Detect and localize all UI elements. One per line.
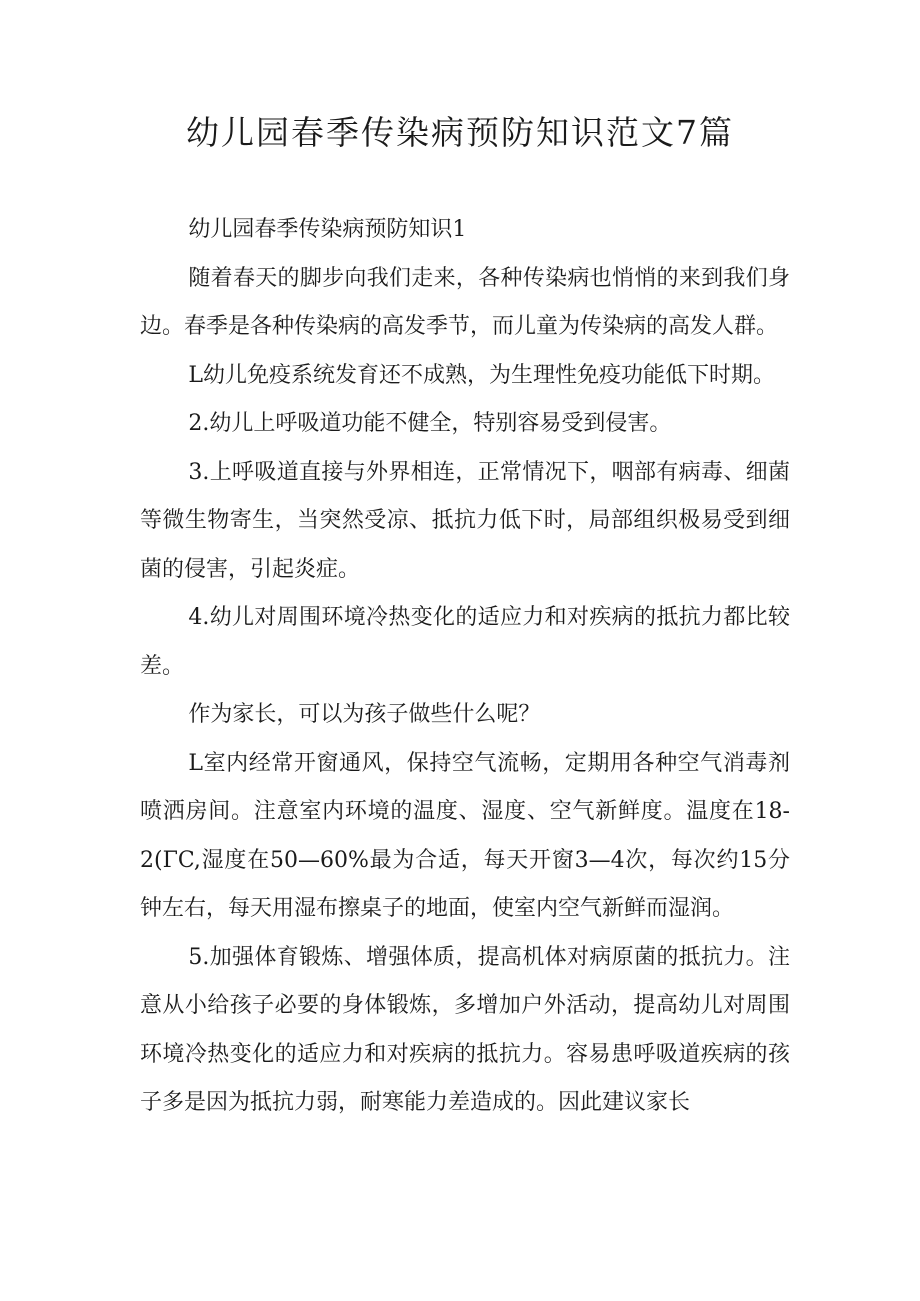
paragraph-point-1: L幼儿免疫系统发育还不成熟，为生理性免疫功能低下时期。 (188, 362, 776, 388)
paragraph-point-4: 4.幼儿对周围环境冷热变化的适应力和对疾病的抵抗力都比较差。 (140, 605, 790, 679)
paragraph-advice-1: L室内经常开窗通风，保持空气流畅，定期用各种空气消毒剂喷洒房间。注意室内环境的温度、湿度、空气新鲜度。温度在18-2(ΓC,湿度在50—60%最为合适，每天开窗3—4次，每次约15分钟左右，每天用湿布擦桌子的地面，使室内空气新鲜而湿润。 (140, 750, 790, 921)
paragraph-point-2: 2.幼儿上呼吸道功能不健全，特别容易受到侵害。 (188, 411, 672, 436)
paragraph-intro: 随着春天的脚步向我们走来，各种传染病也悄悄的来到我们身边。春季是各种传染病的高发季节，而儿童为传染病的高发人群。 (140, 265, 790, 339)
section-heading: 幼儿园春季传染病预防知识1 (188, 217, 467, 242)
document-title: 幼儿园春季传染病预防知识范文7篇 (186, 113, 734, 152)
paragraph-question: 作为家长，可以为孩子做些什么呢？ (188, 702, 541, 727)
paragraph-point-3: 3.上呼吸道直接与外界相连，正常情况下，咽部有病毒、细菌等微生物寄生，当突然受凉、抵抗力低下时，局部组织极易受到细菌的侵害，引起炎症。 (140, 459, 790, 582)
paragraph-advice-5: 5.加强体育锻炼、增强体质，提高机体对病原菌的抵抗力。注意从小给孩子必要的身体锻炼，多增加户外活动，提高幼儿对周围环境冷热变化的适应力和对疾病的抵抗力。容易患呼吸道疾病的孩子多是因为抵抗力弱，耐寒能力差造成的。因此建议家长 (140, 944, 790, 1115)
document-body (140, 206, 790, 1128)
